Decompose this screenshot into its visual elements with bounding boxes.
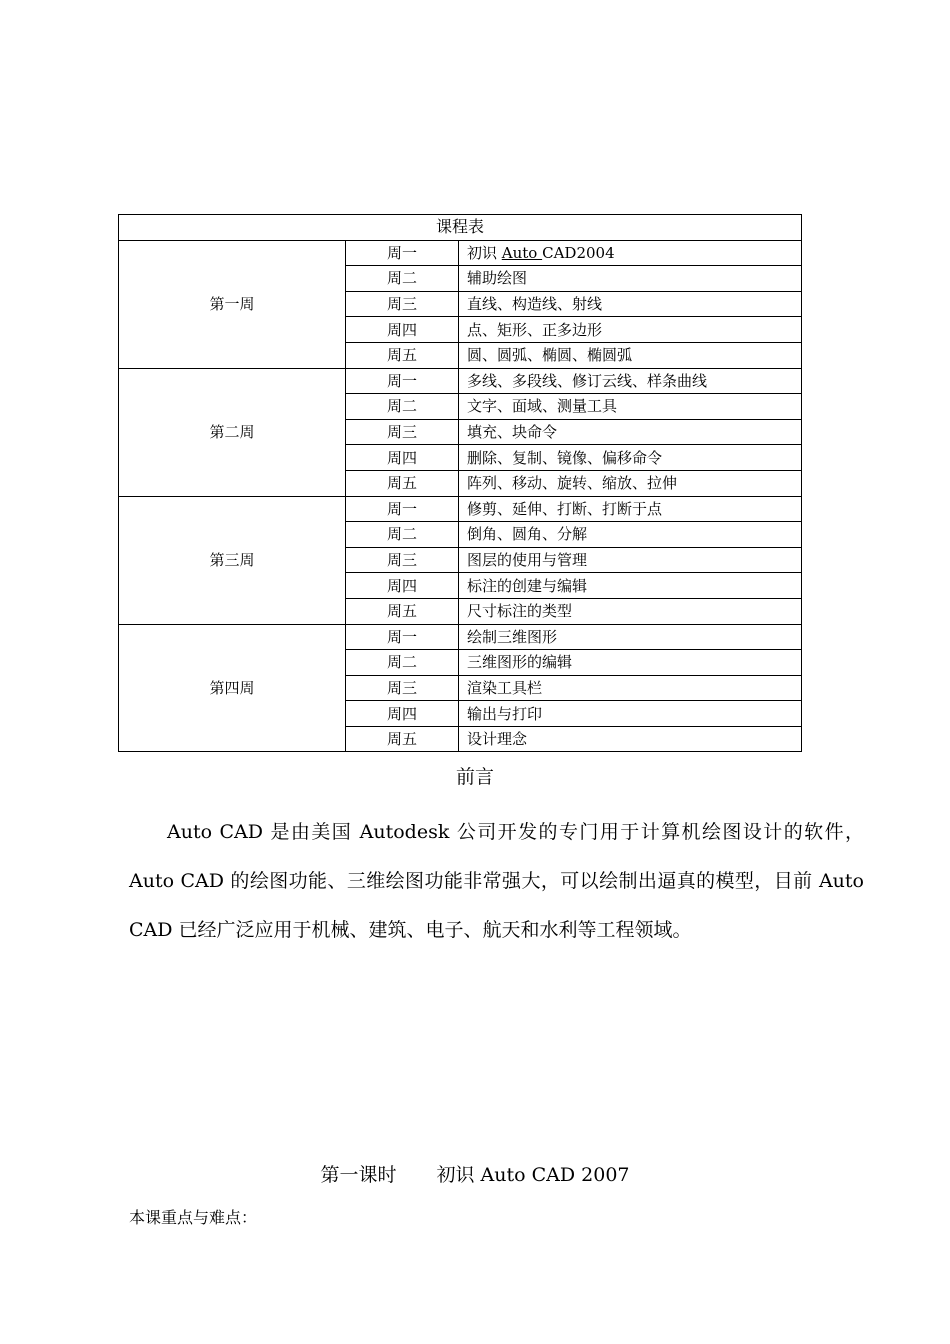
- topic-cell: 渲染工具栏: [459, 675, 802, 701]
- topic-pre: 初识: [467, 243, 502, 262]
- day-cell: 周四: [346, 701, 459, 727]
- topic-cell: 多线、多段线、修订云线、样条曲线: [459, 368, 802, 394]
- topic-cell: [459, 240, 802, 266]
- topic-cell: 文字、面域、测量工具: [459, 394, 802, 420]
- day-cell: 周二: [346, 394, 459, 420]
- topic-cell: 直线、构造线、射线: [459, 291, 802, 317]
- day-cell: 周三: [346, 547, 459, 573]
- topic-cell: 圆、圆弧、椭圆、椭圆弧: [459, 342, 802, 368]
- table-row: [119, 368, 802, 394]
- day-cell: 周二: [346, 522, 459, 548]
- schedule-table: [118, 214, 802, 752]
- topic-cell: 填充、块命令: [459, 419, 802, 445]
- topic-cell: 三维图形的编辑: [459, 650, 802, 676]
- week-label: 第四周: [119, 624, 346, 752]
- day-cell: 周四: [346, 317, 459, 343]
- topic-cell: 设计理念: [459, 726, 802, 752]
- topic-cell: 图层的使用与管理: [459, 547, 802, 573]
- table-row: [119, 240, 802, 266]
- day-cell: 周二: [346, 650, 459, 676]
- day-cell: 周三: [346, 675, 459, 701]
- day-cell: 周一: [346, 368, 459, 394]
- topic-cell: 辅助绘图: [459, 266, 802, 292]
- day-cell: 周三: [346, 419, 459, 445]
- topic-cell: 阵列、移动、旋转、缩放、拉伸: [459, 470, 802, 496]
- topic-cell: 倒角、圆角、分解: [459, 522, 802, 548]
- preface-body: Auto CAD 是由美国 Autodesk 公司开发的专门用于计算机绘图设计的软件，Auto CAD 的绘图功能、三维绘图功能非常强大，可以绘制出逼真的模型，目前 Auto CAD 已经广泛应用于机械、建筑、电子、航天和水利等工程领域。: [129, 821, 864, 941]
- day-cell: 周五: [346, 598, 459, 624]
- preface-title: 前言: [455, 766, 494, 788]
- day-cell: 周三: [346, 291, 459, 317]
- week-label: 第二周: [119, 368, 346, 496]
- topic-cell: 标注的创建与编辑: [459, 573, 802, 599]
- day-cell: 周四: [346, 573, 459, 599]
- table-row: [119, 496, 802, 522]
- day-cell: 周一: [346, 624, 459, 650]
- lesson-number: 第一课时: [320, 1164, 397, 1186]
- lesson-focus-label: 本课重点与难点：: [129, 1208, 258, 1227]
- lesson-title: [0, 1160, 950, 1187]
- topic-underlined: Auto: [501, 243, 543, 262]
- topic-cell: 修剪、延伸、打断、打断于点: [459, 496, 802, 522]
- day-cell: 周一: [346, 240, 459, 266]
- topic-cell: 点、矩形、正多边形: [459, 317, 802, 343]
- topic-post: CAD2004: [542, 243, 615, 262]
- topic-cell: 删除、复制、镜像、偏移命令: [459, 445, 802, 471]
- topic-cell: 尺寸标注的类型: [459, 598, 802, 624]
- day-cell: 周二: [346, 266, 459, 292]
- day-cell: 周五: [346, 342, 459, 368]
- topic-cell: 绘制三维图形: [459, 624, 802, 650]
- day-cell: 周五: [346, 726, 459, 752]
- week-label: 第三周: [119, 496, 346, 624]
- day-cell: 周四: [346, 445, 459, 471]
- day-cell: 周五: [346, 470, 459, 496]
- topic-cell: 输出与打印: [459, 701, 802, 727]
- schedule-title: 课程表: [119, 215, 802, 241]
- day-cell: 周一: [346, 496, 459, 522]
- lesson-name: 初识 Auto CAD 2007: [436, 1164, 630, 1186]
- table-row: [119, 624, 802, 650]
- week-label: 第一周: [119, 240, 346, 368]
